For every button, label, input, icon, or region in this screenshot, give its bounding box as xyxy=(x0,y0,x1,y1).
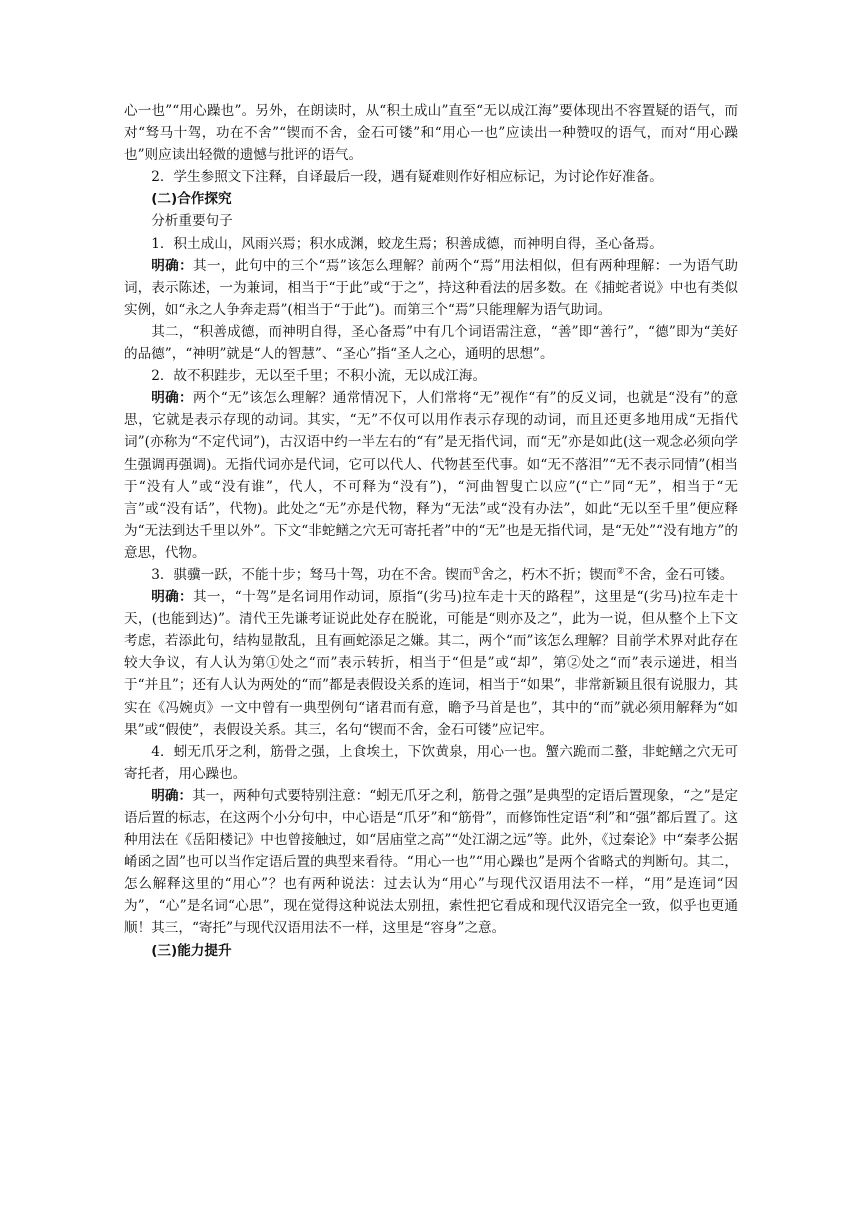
sentence-4: 4．蚓无爪牙之利，筋骨之强，上食埃土，下饮黄泉，用心一也。蟹六跪而二螯，非蛇鳝之穴无可寄托者，用心躁也。 xyxy=(124,743,738,782)
explanation-2 xyxy=(124,387,738,564)
sentence-3-part-b: 舍之，朽木不折；锲而 xyxy=(480,566,617,583)
paragraph-reading-tone: 心一也”“用心躁也”。另外，在朗读时，从“积土成山”直至“无以成江海”要体现出不容置疑的语气，而对“驽马十驾，功在不舍”“锲而不舍，金石可镂”和“用心一也”应读出一种赞叹的语气，而对“用心躁也”则应读出轻微的遗憾与批评的语气。 xyxy=(124,103,738,164)
explanation-label: 明确： xyxy=(151,589,193,606)
sentence-3-part-a: 3．骐骥一跃，不能十步；驽马十驾，功在不舍。锲而 xyxy=(151,566,473,583)
explanation-text: 其一，“十驾”是名词用作动词，原指“(劣马)拉车走十天的路程”，这里是“(劣马)拉车走十天，(也能到达)”。清代王先谦考证说此处存在脱讹，可能是“则亦及之”，此为一说，但从整个上下文考虑，若添此句，结构显散乱，且有画蛇添足之嫌。其二，两个“而”该怎么理解？目前学术界对此存在较大争议，有人认为第①处之“而”表示转折，相当于“但是”或“却”，第②处之“而”表示递进，相当于“并且”；还有人认为两处的“而”都是表假设关系的连词，相当于“如果”，非常新颖且很有说服力，其实在《冯婉贞》一文中曾有一典型例句“诸君而有意，瞻予马首是也”，其中的“而”就必须用解释为“如果”或“假使”，表假设关系。其三，名句“锲而不舍，金石可镂”应记牢。 xyxy=(124,589,739,738)
explanation-text: 其一，两种句式要特别注意：“蚓无爪牙之利，筋骨之强”是典型的定语后置现象，“之”是定语后置的标志，在这两个小分句中，中心语是“爪牙”和“筋骨”，而修饰性定语“利”和“强”都后置了。这种用法在《岳阳楼记》中也曾接触过，如“居庙堂之高”“处江湖之远”等。此外，《过秦论》中“秦孝公据崤函之固”也可以当作定语后置的典型来看待。“用心一也”“用心躁也”是两个省略式的判断句。其二，怎么解释这里的“用心”？也有两种说法：过去认为“用心”与现代汉语用法不一样，“用”是连词“因为”，“心”是名词“心思”，现在觉得这种说法太别扭，索性把它看成和现代汉语完全一致，似乎也更通顺！其三，“寄托”与现代汉语用法不一样，这里是“容身”之意。 xyxy=(124,787,739,937)
explanation-text: 其一，此句中的三个“焉”该怎么理解？前两个“焉”用法相似，但有两种理解：一为语气助词，表示陈述，一为兼词，相当于“于此”或“于之”，持这种看法的居多数。在《捕蛇者说》中也有类似实例，如“永之人争奔走焉”(相当于“于此”)。而第三个“焉”只能理解为语气助词。 xyxy=(124,257,739,318)
footnote-marker-2: ② xyxy=(616,566,625,577)
explanation-1-part-2: 其二，“积善成德，而神明自得，圣心备焉”中有几个词语需注意，“善”即“善行”，“德”即为“美好的品德”，“神明”就是“人的智慧”、“圣心”指“圣人之心，通明的思想”。 xyxy=(124,323,738,363)
explanation-3 xyxy=(124,586,738,741)
explanation-label: 明确： xyxy=(151,787,193,804)
paragraph-step-2: 2．学生参照文下注释，自译最后一段，遇有疑难则作好相应标记，为讨论作好准备。 xyxy=(151,169,663,186)
explanation-label: 明确： xyxy=(151,390,193,407)
section-heading-cooperative-inquiry: (二)合作探究 xyxy=(151,191,232,208)
explanation-text: 两个“无”该怎么理解？通常情况下，人们常将“无”视作“有”的反义词，也就是“没有”的意思，它就是表示存现的动词。其实，“无”不仅可以用作表示存现的动词，而且还更多地用成“无指代词”(亦称为“不定代词”)，古汉语中约一半左右的“有”是无指代词，而“无”亦是如此(这一观念必须向学生强调再强调)。无指代词亦是代词，它可以代人、代物甚至代事。如“无不落泪”“无不表示同情”(相当于“没有人”或“没有谁”，代人，不可释为“没有”)，“河曲智叟亡以应”(“亡”同“无”，相当于“无言”或“没有话”，代物)。此处之“无”亦是代物，释为“无法”或“没有办法”，如此“无以至千里”便应释为“无法到达千里以外”。下文“非蛇鳝之穴无可寄托者”中的“无”也是无指代词，是“无处”“没有地方”的意思，代物。 xyxy=(124,390,739,561)
sentence-3 xyxy=(124,564,738,586)
sentence-1: 1．积土成山，风雨兴焉；积水成渊，蛟龙生焉；积善成德，而神明自得，圣心备焉。 xyxy=(151,235,663,252)
explanation-4 xyxy=(124,785,738,940)
sentence-3-part-c: 不舍，金石可镂。 xyxy=(624,566,734,583)
explanation-label: 明确： xyxy=(151,257,194,274)
sentence-2: 2．故不积跬步，无以至千里；不积小流，无以成江海。 xyxy=(151,368,487,385)
document-page xyxy=(124,100,738,962)
subheading-analyze-sentences: 分析重要句子 xyxy=(151,213,233,230)
footnote-marker-1: ① xyxy=(472,566,481,577)
explanation-1 xyxy=(124,255,738,321)
section-heading-ability-improvement: (三)能力提升 xyxy=(151,942,232,959)
